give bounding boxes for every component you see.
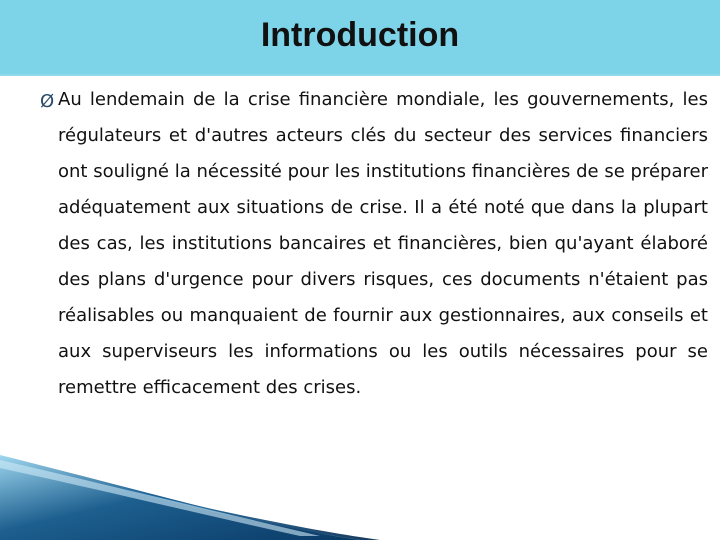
decorative-swoosh [0, 440, 720, 540]
title-bar [0, 0, 720, 76]
arrow-bullet-icon: Ø [40, 91, 55, 112]
body-paragraph: Au lendemain de la crise financière mondiale, les gouvernements, les régulateurs et d'autres acteurs clés du secteur des services financiers ont souligné la nécessité pour les institutions financières de se préparer adéquatement aux situations de crise. Il a été noté que dans la plupart des cas, les institutions bancaires et financières, bien qu'ayant élaboré des plans d'urgence pour divers risques, ces documents n'étaient pas réalisables ou manquaient de fournir aux gestionnaires, aux conseils et aux superviseurs les informations ou les outils nécessaires pour se remettre efficacement des crises. [58, 89, 708, 398]
slide-title: Introduction [260, 16, 460, 54]
